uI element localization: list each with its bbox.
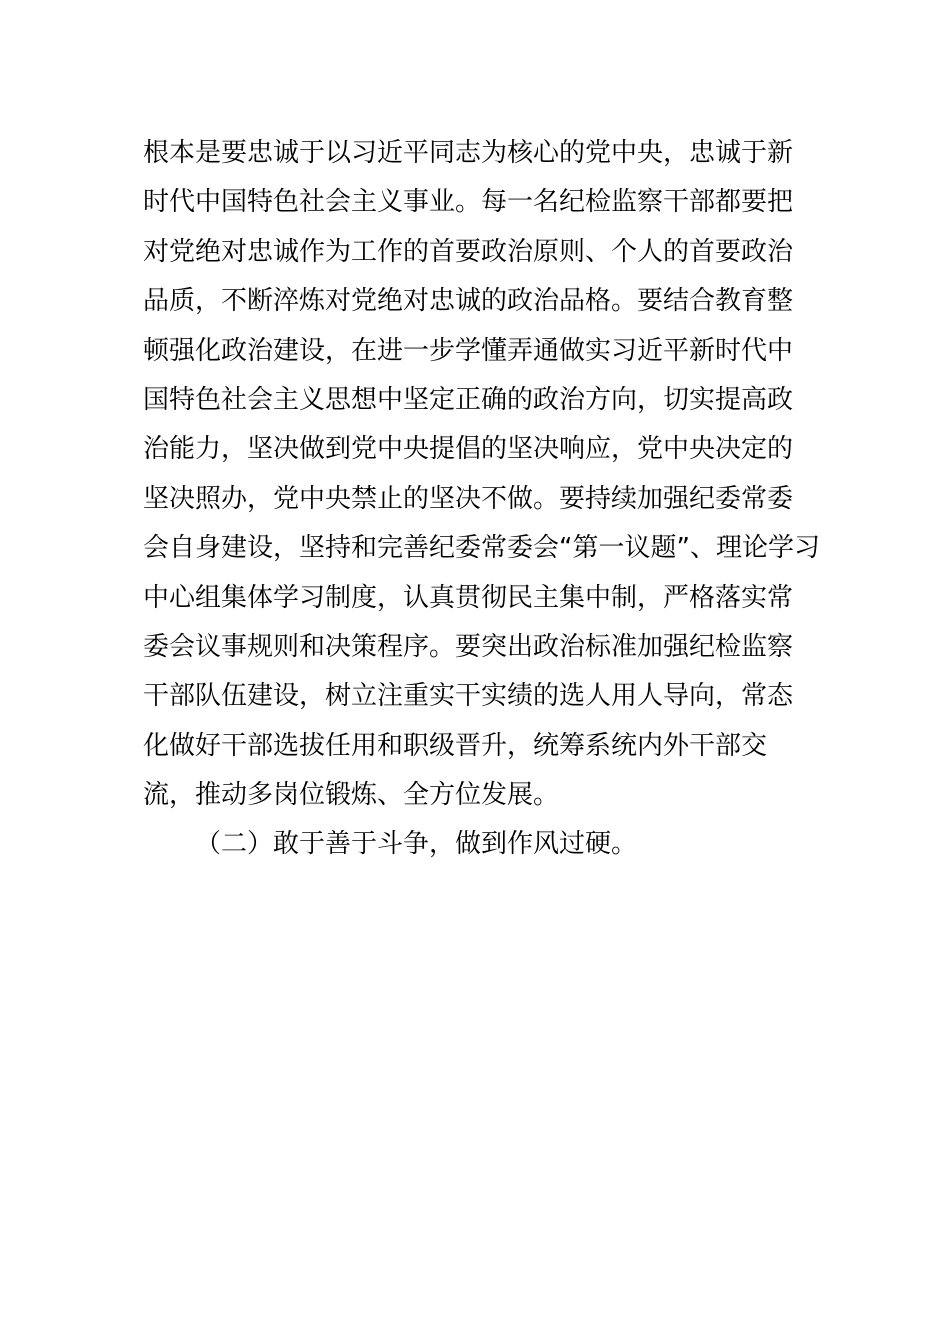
paragraph-line: 流，推动多岗位锻炼、全方位发展。	[143, 780, 560, 811]
paragraph-line: 坚决照办，党中央禁止的坚决不做。要持续加强纪委常委	[143, 483, 794, 514]
paragraph-line: 顿强化政治建设，在进一步学懂弄通做实习近平新时代中	[143, 335, 794, 366]
paragraph-line: 对党绝对忠诚作为工作的首要政治原则、个人的首要政治	[143, 236, 794, 267]
paragraph-line: 委会议事规则和决策程序。要突出政治标准加强纪检监察	[143, 631, 794, 662]
section-heading: （二）敢于善于斗争，做到作风过硬。	[195, 829, 638, 860]
paragraph-line: 中心组集体学习制度，认真贯彻民主集中制，严格落实常	[143, 582, 794, 613]
body-text	[143, 129, 823, 870]
paragraph-line: 干部队伍建设，树立注重实干实绩的选人用人导向，常态	[143, 681, 794, 712]
paragraph-line: 治能力，坚决做到党中央提倡的坚决响应，党中央决定的	[143, 434, 794, 465]
paragraph-line: 根本是要忠诚于以习近平同志为核心的党中央，忠诚于新	[143, 138, 794, 168]
paragraph-line: 化做好干部选拔任用和职级晋升，统筹系统内外干部交	[143, 730, 768, 761]
paragraph-line: 会自身建设，坚持和完善纪委常委会“第一议题”、理论学习	[143, 533, 820, 564]
paragraph-line: 品质，不断淬炼对党绝对忠诚的政治品格。要结合教育整	[143, 286, 794, 317]
paragraph-line: 国特色社会主义思想中坚定正确的政治方向，切实提高政	[143, 384, 794, 415]
paragraph-line: 时代中国特色社会主义事业。每一名纪检监察干部都要把	[143, 187, 794, 218]
